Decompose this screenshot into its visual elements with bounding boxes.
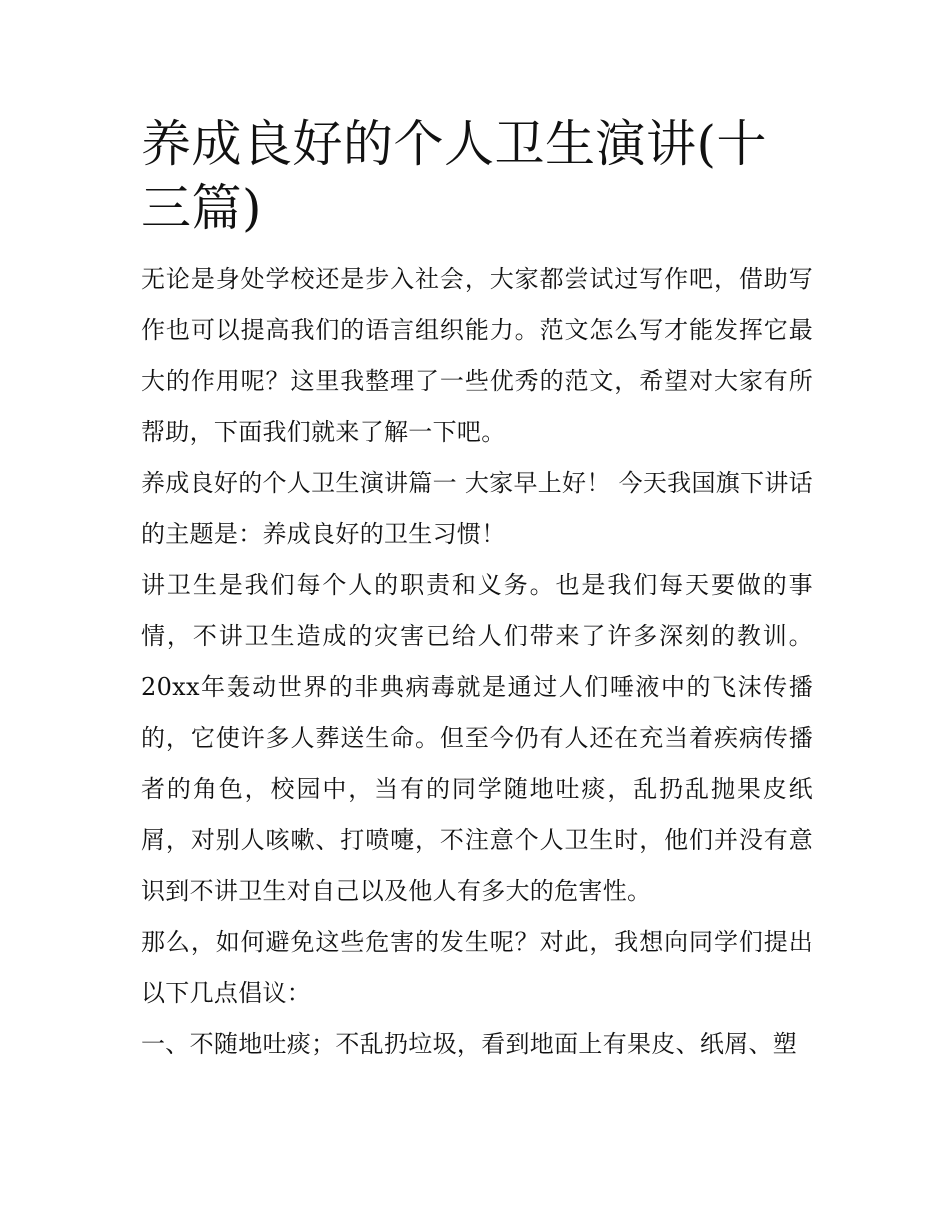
document-body <box>141 112 813 1070</box>
document-title: 养成良好的个人卫生演讲(十三篇) <box>141 115 768 237</box>
hygiene-duty-paragraph: 讲卫生是我们每个人的职责和义务。也是我们每天要做的事情，不讲卫生造成的灾害已给人们带来了许多深刻的教训。20xx年轰动世界的非典病毒就是通过人们唾液中的飞沫传播的，它使许多人葬送生命。但至今仍有人还在充当着疾病传播者的角色，校园中，当有的同学随地吐痰，乱扔乱抛果皮纸屑，对别人咳嗽、打喷嚏，不注意个人卫生时，他们并没有意识到不讲卫生对自己以及他人有多大的危害性。 <box>141 571 813 905</box>
proposal-item-one-paragraph: 一、不随地吐痰；不乱扔垃圾，看到地面上有果皮、纸屑、塑 <box>141 1030 798 1058</box>
speech-opening-paragraph: 养成良好的个人卫生演讲篇一 大家早上好！ 今天我国旗下讲话的主题是：养成良好的卫生习惯！ <box>141 469 813 548</box>
intro-paragraph: 无论是身处学校还是步入社会，大家都尝试过写作吧，借助写作也可以提高我们的语言组织能力。范文怎么写才能发挥它最大的作用呢？这里我整理了一些优秀的范文，希望对大家有所帮助，下面我们就来了解一下吧。 <box>141 265 813 446</box>
proposal-intro-paragraph: 那么，如何避免这些危害的发生呢？对此，我想向同学们提出以下几点倡议： <box>141 928 813 1007</box>
